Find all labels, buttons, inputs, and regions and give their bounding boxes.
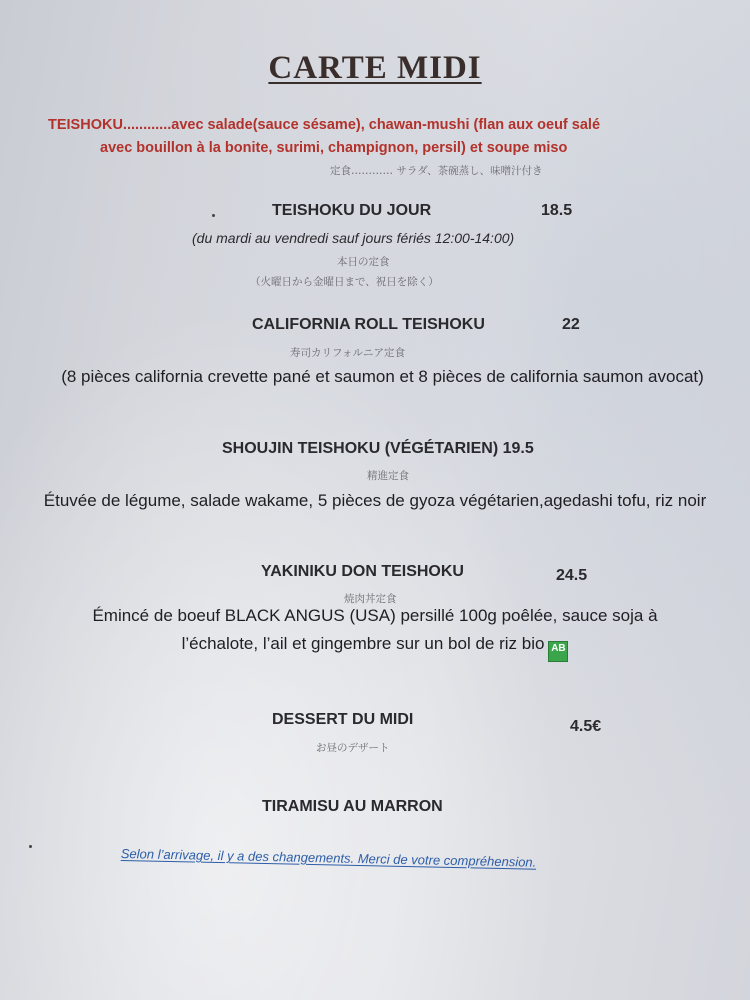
yakiniku-japanese: 焼肉丼定食 [344,593,397,605]
teishoku-du-jour-japanese-note: （火曜日から金曜日まで、祝日を除く） [250,276,439,288]
yakiniku-price: 24.5 [556,567,588,584]
california-roll-description: (8 pièces california crevette pané et saumon et 8 pièces de california saumon avocat) [61,367,704,386]
paper-speck [212,214,215,217]
shoujin-description: Étuvée de légume, salade wakame, 5 pièces de gyoza végétarien,agedashi tofu, riz noir [43,491,707,510]
paper-speck [29,845,32,848]
footer-note: Selon l’arrivage, il y a des changements. Merci de votre compréhension. [120,846,537,870]
intro-line-2: avec bouillon à la bonite, surimi, champignon, persil) et soupe miso [100,140,568,156]
yakiniku-description-text: l’échalote, l’ail et gingembre sur un bol de riz bio [181,634,545,653]
dessert-price: 4.5€ [570,718,602,735]
dessert-name: DESSERT DU MIDI [272,711,414,728]
teishoku-du-jour-name: TEISHOKU DU JOUR [272,202,432,219]
dessert-japanese: お昼のデザート [316,742,390,754]
yakiniku-description-line-2 [0,634,750,662]
yakiniku-description-line-1: Émincé de boeuf BLACK ANGUS (USA) persillé 100g poêlée, sauce soja à [92,606,658,625]
teishoku-du-jour-japanese: 本日の定食 [337,256,390,268]
page-title: CARTE MIDI [268,50,482,86]
intro-line-1: TEISHOKU............avec salade(sauce sésame), chawan-mushi (flan aux oeuf salé [48,117,601,133]
california-roll-name: CALIFORNIA ROLL TEISHOKU [252,316,485,333]
yakiniku-name: YAKINIKU DON TEISHOKU [261,563,464,580]
teishoku-du-jour-price: 18.5 [541,202,573,219]
teishoku-du-jour-note: (du mardi au vendredi sauf jours fériés 12:00-14:00) [192,230,515,246]
california-roll-japanese: 寿司カリフォルニア定食 [290,347,405,359]
intro-japanese: 定食………… サラダ、茶碗蒸し、味噌汁付き [330,165,543,177]
california-roll-price: 22 [562,316,580,333]
organic-ab-logo-icon: AB [548,641,568,662]
shoujin-japanese: 精進定食 [367,470,409,482]
shoujin-name-price: SHOUJIN TEISHOKU (VÉGÉTARIEN) 19.5 [222,440,534,457]
tiramisu-name: TIRAMISU AU MARRON [262,798,443,815]
